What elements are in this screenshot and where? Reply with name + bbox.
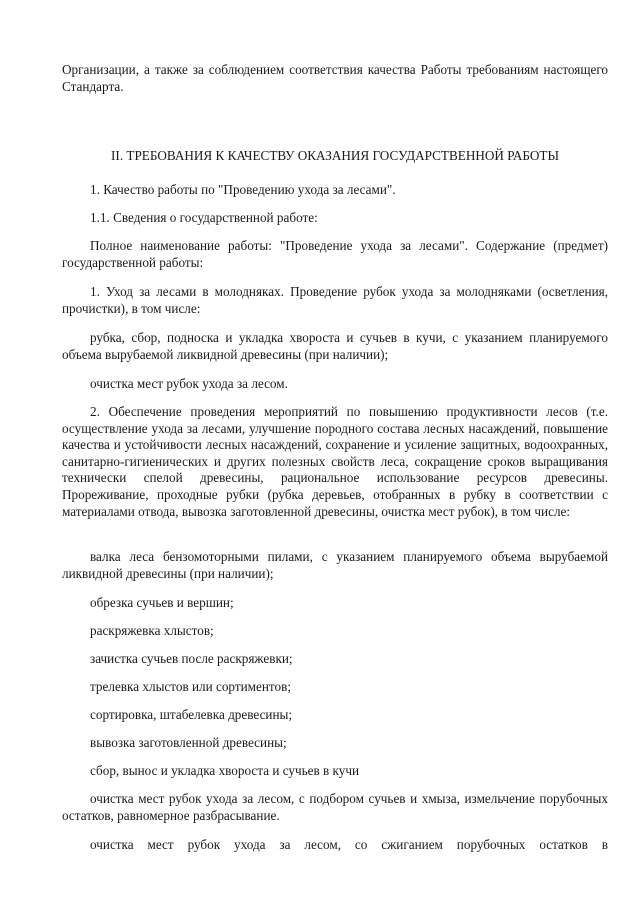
paragraph-cutting: рубка, сбор, подноска и укладка хвороста и сучьев в кучи, с указанием планируемого объема вырубаемой ликвидной древесины (при наличии); [62,330,608,362]
paragraph-bucking: раскряжевка хлыстов; [90,623,214,638]
paragraph-sorting: сортировка, штабелевка древесины; [90,707,293,722]
paragraph-collecting: сбор, вынос и укладка хвороста и сучьев в кучи [90,763,360,778]
paragraph-felling: валка леса бензомоторными пилами, с указанием планируемого объема вырубаемой ликвидной древесины (при наличии); [62,549,608,581]
paragraph-full-name: Полное наименование работы: "Проведение ухода за лесами". Содержание (предмет) государственной работы: [62,238,608,270]
paragraph-productivity: 2. Обеспечение проведения мероприятий по повышению продуктивности лесов (т.е. осуществление ухода за лесами, улучшение породного состава лесных насаждений, повышение качества и устойчивости лесных насаждений, сохранение и усиление защитных, водоохранных, санитарно-гигиенических и других полезных свойств леса, сокращение сроков выращивания технически спелой древесины, рациональное использование ресурсов древесины. Прореживание, проходные рубки (рубка деревьев, отобранных в рубку в соответствии с материалами отвода, вывозка заготовленной древесины, очистка мест рубок), в том числе: [62,404,608,519]
section-heading: II. ТРЕБОВАНИЯ К КАЧЕСТВУ ОКАЗАНИЯ ГОСУДАРСТВЕННОЙ РАБОТЫ [111,148,559,163]
intro-paragraph: Организации, а также за соблюдением соответствия качества Работы требованиям настоящего Стандарта. [62,62,608,94]
paragraph-info: 1.1. Сведения о государственной работе: [90,210,318,225]
paragraph-cleaning-branches: зачистка сучьев после раскряжевки; [90,651,293,666]
paragraph-clearing: очистка мест рубок ухода за лесом. [90,376,288,391]
paragraph-trimming: обрезка сучьев и вершин; [90,595,234,610]
paragraph-skidding: трелевка хлыстов или сортиментов; [90,679,291,694]
paragraph-burning: очистка мест рубок ухода за лесом, со сжиганием порубочных остатков в [90,837,608,852]
paragraph-hauling: вывозка заготовленной древесины; [90,735,287,750]
paragraph-quality: 1. Качество работы по "Проведению ухода за лесами". [90,182,396,197]
paragraph-chipping: очистка мест рубок ухода за лесом, с подбором сучьев и хмыза, измельчение порубочных остатков, равномерное разбрасывание. [62,791,608,823]
paragraph-young-forest: 1. Уход за лесами в молодняках. Проведение рубок ухода за молодняками (осветления, прочистки), в том числе: [62,284,608,316]
